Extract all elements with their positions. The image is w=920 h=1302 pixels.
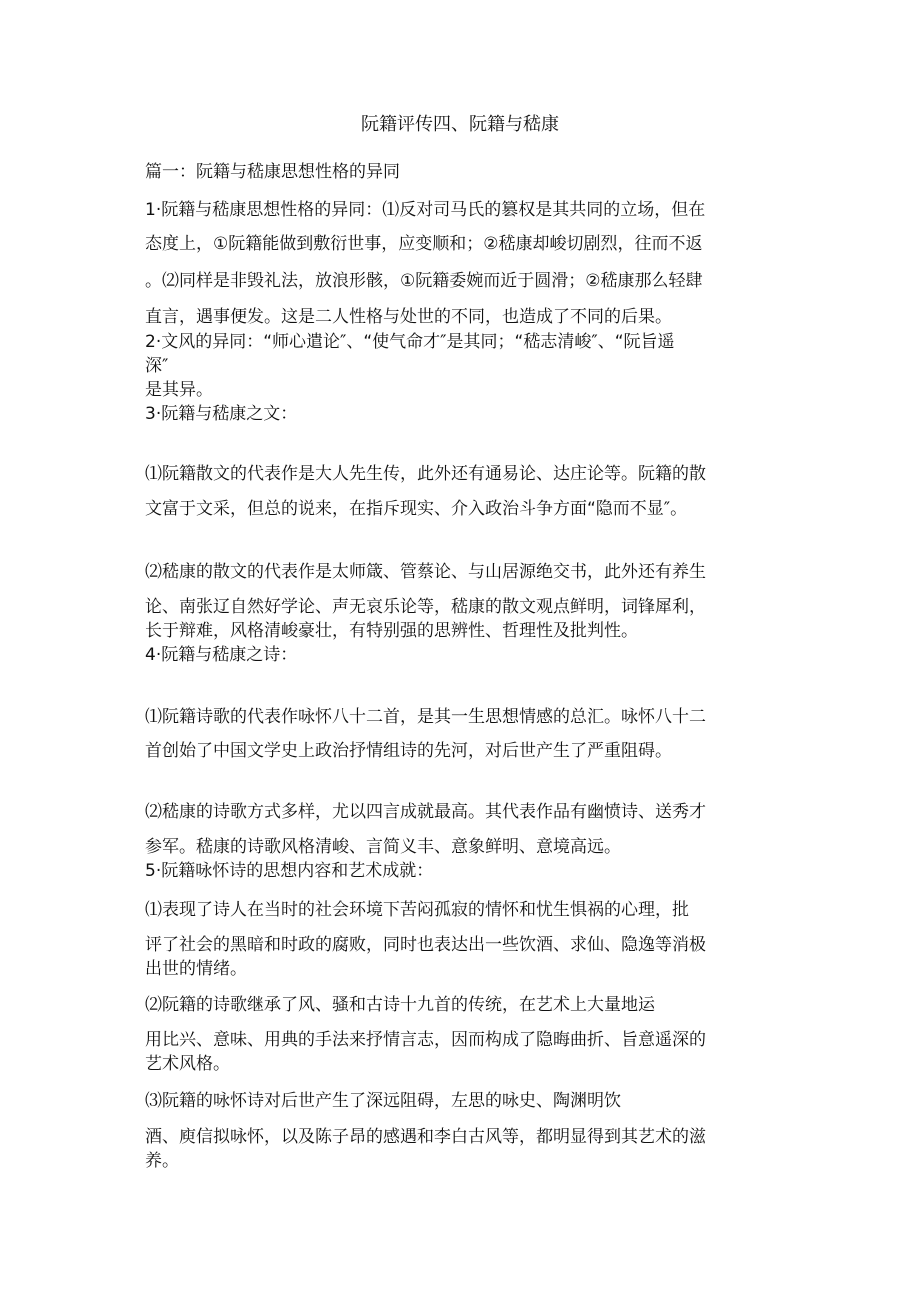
s1-line-3: 。⑵同样是非毁礼法，放浪形骸，①阮籍委婉而近于圆滑；②嵇康那么轻肆 <box>145 271 703 291</box>
s1-line-4: 直言，遇事便发。这是二人性格与处世的不同，也造成了不同的后果。 <box>145 307 672 327</box>
s2-line-1: 2·文风的异同：“师心遣论″、“使气命才″是其同；“嵇志清峻″、“阮旨遥 <box>145 332 675 352</box>
s4-p1-line-1: ⑴阮籍诗歌的代表作咏怀八十二首，是其一生思想情感的总汇。咏怀八十二 <box>145 707 706 727</box>
s5-p2-line-3: 艺术风格。 <box>145 1054 230 1074</box>
s3-p2-line-2: 论、南张辽自然好学论、声无哀乐论等，嵇康的散文观点鲜明，词锋犀利， <box>145 597 706 617</box>
s3-p2-line-1: ⑵嵇康的散文的代表作是太师箴、管蔡论、与山居源绝交书，此外还有养生 <box>145 562 706 582</box>
s5-heading: 5·阮籍咏怀诗的思想内容和艺术成就： <box>145 861 434 881</box>
s3-heading: 3·阮籍与嵇康之文： <box>145 404 298 424</box>
s4-p1-line-2: 首创始了中国文学史上政治抒情组诗的先河，对后世产生了严重阻碍。 <box>145 741 672 761</box>
s3-p2-line-3: 长于辩难，风格清峻豪壮，有特别强的思辨性、哲理性及批判性。 <box>145 621 638 641</box>
s4-p2-line-2: 参军。嵇康的诗歌风格清峻、言简义丰、意象鲜明、意境高远。 <box>145 837 621 857</box>
document-title: 阮籍评传四、阮籍与嵇康 <box>361 114 559 135</box>
s1-line-2: 态度上，①阮籍能做到敷衍世事，应变顺和；②嵇康却峻切剧烈，往而不返 <box>145 234 703 254</box>
s1-line-1: 1·阮籍与嵇康思想性格的异同：⑴反对司马氏的篡权是其共同的立场，但在 <box>145 200 706 220</box>
s2-line-3: 是其异。 <box>145 380 213 400</box>
s5-p2-line-1: ⑵阮籍的诗歌继承了风、骚和古诗十九首的传统，在艺术上大量地运 <box>145 995 655 1015</box>
s3-p1-line-1: ⑴阮籍散文的代表作是大人先生传，此外还有通易论、达庄论等。阮籍的散 <box>145 464 706 484</box>
s5-p3-line-3: 养。 <box>145 1151 179 1171</box>
s5-p2-line-2: 用比兴、意味、用典的手法来抒情言志，因而构成了隐晦曲折、旨意遥深的 <box>145 1030 706 1050</box>
s5-p3-line-2: 酒、庾信拟咏怀，以及陈子昂的感遇和李白古风等，都明显得到其艺术的滋 <box>145 1127 706 1147</box>
s4-p2-line-1: ⑵嵇康的诗歌方式多样，尤以四言成就最高。其代表作品有幽愤诗、送秀才 <box>145 802 706 822</box>
s2-line-2: 深″ <box>145 356 169 376</box>
s3-p1-line-2: 文富于文采，但总的说来，在指斥现实、介入政治斗争方面“隐而不显″。 <box>145 499 688 519</box>
s4-heading: 4·阮籍与嵇康之诗： <box>145 645 298 665</box>
s5-p1-line-1: ⑴表现了诗人在当时的社会环境下苦闷孤寂的情怀和忧生惧祸的心理，批 <box>145 900 689 920</box>
s5-p3-line-1: ⑶阮籍的咏怀诗对后世产生了深远阻碍，左思的咏史、陶渊明饮 <box>145 1091 621 1111</box>
article-heading: 篇一：阮籍与嵇康思想性格的异同 <box>145 162 400 182</box>
s5-p1-line-3: 出世的情绪。 <box>145 959 247 979</box>
s5-p1-line-2: 评了社会的黑暗和时政的腐败，同时也表达出一些饮酒、求仙、隐逸等消极 <box>145 935 706 955</box>
